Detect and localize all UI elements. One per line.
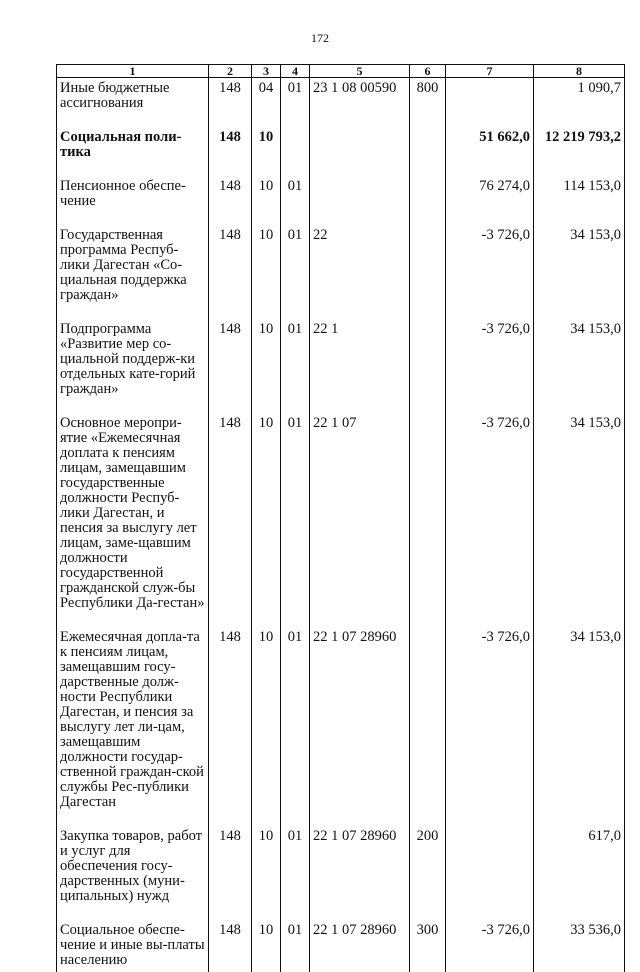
cell-subsection-code: 01 <box>281 228 310 322</box>
cell-change-amount: -3 726,0 <box>446 322 534 416</box>
row-label: Государственная программа Респуб-лики Дагестан «Со-циальная поддержка граждан» <box>57 228 209 322</box>
cell-ministry-code: 148 <box>209 130 252 179</box>
cell-subsection-code: 01 <box>281 416 310 630</box>
cell-expense-type: 300 <box>410 923 446 972</box>
row-label: Ежемесячная допла-та к пенсиям лицам, замещавшим госу-дарственные долж-ности Республики Дагестан, и пенсия за выслугу лет ли-цам, замещавшим должности государ-ственной граждан-ской службы Рес-публики Дагестан <box>57 630 209 829</box>
cell-total-amount: 114 153,0 <box>534 179 625 228</box>
row-label: Подпрограмма «Развитие мер со-циальной поддерж-ки отдельных кате-горий граждан» <box>57 322 209 416</box>
cell-subsection-code: 01 <box>281 179 310 228</box>
budget-table <box>56 64 625 972</box>
cell-subsection-code: 01 <box>281 78 310 131</box>
cell-ministry-code: 148 <box>209 179 252 228</box>
cell-change-amount: -3 726,0 <box>446 416 534 630</box>
cell-ministry-code: 148 <box>209 322 252 416</box>
column-header: 4 <box>281 65 310 78</box>
cell-expense-type <box>410 130 446 179</box>
cell-expense-type <box>410 630 446 829</box>
cell-subsection-code: 01 <box>281 829 310 923</box>
cell-section-code: 10 <box>252 130 281 179</box>
row-label: Социальное обеспе-чение и иные вы-платы населению <box>57 923 209 972</box>
cell-ministry-code: 148 <box>209 630 252 829</box>
cell-target-article: 22 1 <box>310 322 410 416</box>
row-label: Иные бюджетные ассигнования <box>57 78 209 131</box>
cell-expense-type <box>410 416 446 630</box>
column-header: 1 <box>57 65 209 78</box>
table-row <box>57 416 625 630</box>
page-number: 172 <box>0 31 640 46</box>
column-header: 7 <box>446 65 534 78</box>
column-header: 8 <box>534 65 625 78</box>
row-label: Пенсионное обеспе-чение <box>57 179 209 228</box>
table-row <box>57 228 625 322</box>
cell-expense-type <box>410 179 446 228</box>
cell-target-article: 22 <box>310 228 410 322</box>
table-row <box>57 829 625 923</box>
cell-section-code: 10 <box>252 179 281 228</box>
cell-ministry-code: 148 <box>209 416 252 630</box>
cell-total-amount: 34 153,0 <box>534 322 625 416</box>
cell-subsection-code <box>281 130 310 179</box>
cell-total-amount: 12 219 793,2 <box>534 130 625 179</box>
cell-target-article: 22 1 07 28960 <box>310 923 410 972</box>
cell-section-code: 10 <box>252 630 281 829</box>
cell-subsection-code: 01 <box>281 923 310 972</box>
cell-section-code: 10 <box>252 322 281 416</box>
row-label: Социальная поли-тика <box>57 130 209 179</box>
column-header: 6 <box>410 65 446 78</box>
cell-change-amount <box>446 78 534 131</box>
cell-change-amount: -3 726,0 <box>446 228 534 322</box>
cell-target-article: 23 1 08 00590 <box>310 78 410 131</box>
cell-total-amount: 33 536,0 <box>534 923 625 972</box>
cell-expense-type <box>410 228 446 322</box>
cell-expense-type: 200 <box>410 829 446 923</box>
cell-target-article <box>310 130 410 179</box>
column-header: 3 <box>252 65 281 78</box>
table-row <box>57 923 625 972</box>
column-header: 2 <box>209 65 252 78</box>
cell-ministry-code: 148 <box>209 923 252 972</box>
cell-expense-type <box>410 322 446 416</box>
cell-ministry-code: 148 <box>209 78 252 131</box>
row-label: Основное меропри-ятие «Ежемесячная доплата к пенсиям лицам, замещавшим государственные должности Респуб-лики Дагестан, и пенсия за выслугу лет лицам, заме-щавшим должности государственной гражданской служ-бы Республики Да-гестан» <box>57 416 209 630</box>
cell-ministry-code: 148 <box>209 829 252 923</box>
table-row <box>57 179 625 228</box>
cell-target-article: 22 1 07 <box>310 416 410 630</box>
cell-total-amount: 34 153,0 <box>534 416 625 630</box>
cell-subsection-code: 01 <box>281 630 310 829</box>
cell-change-amount: -3 726,0 <box>446 630 534 829</box>
table-row <box>57 130 625 179</box>
cell-change-amount: -3 726,0 <box>446 923 534 972</box>
cell-total-amount: 34 153,0 <box>534 228 625 322</box>
table-row <box>57 78 625 131</box>
table-body <box>57 78 625 972</box>
column-header: 5 <box>310 65 410 78</box>
cell-ministry-code: 148 <box>209 228 252 322</box>
cell-target-article: 22 1 07 28960 <box>310 630 410 829</box>
cell-section-code: 10 <box>252 416 281 630</box>
cell-expense-type: 800 <box>410 78 446 131</box>
cell-change-amount: 76 274,0 <box>446 179 534 228</box>
table-row <box>57 630 625 829</box>
cell-change-amount <box>446 829 534 923</box>
cell-section-code: 10 <box>252 923 281 972</box>
cell-subsection-code: 01 <box>281 322 310 416</box>
cell-section-code: 10 <box>252 829 281 923</box>
cell-change-amount: 51 662,0 <box>446 130 534 179</box>
cell-total-amount: 617,0 <box>534 829 625 923</box>
cell-target-article <box>310 179 410 228</box>
cell-total-amount: 34 153,0 <box>534 630 625 829</box>
cell-total-amount: 1 090,7 <box>534 78 625 131</box>
row-label: Закупка товаров, работ и услуг для обеспечения госу-дарственных (муни-ципальных) нужд <box>57 829 209 923</box>
cell-section-code: 04 <box>252 78 281 131</box>
cell-section-code: 10 <box>252 228 281 322</box>
table-row <box>57 322 625 416</box>
table-header-row <box>57 65 625 78</box>
cell-target-article: 22 1 07 28960 <box>310 829 410 923</box>
